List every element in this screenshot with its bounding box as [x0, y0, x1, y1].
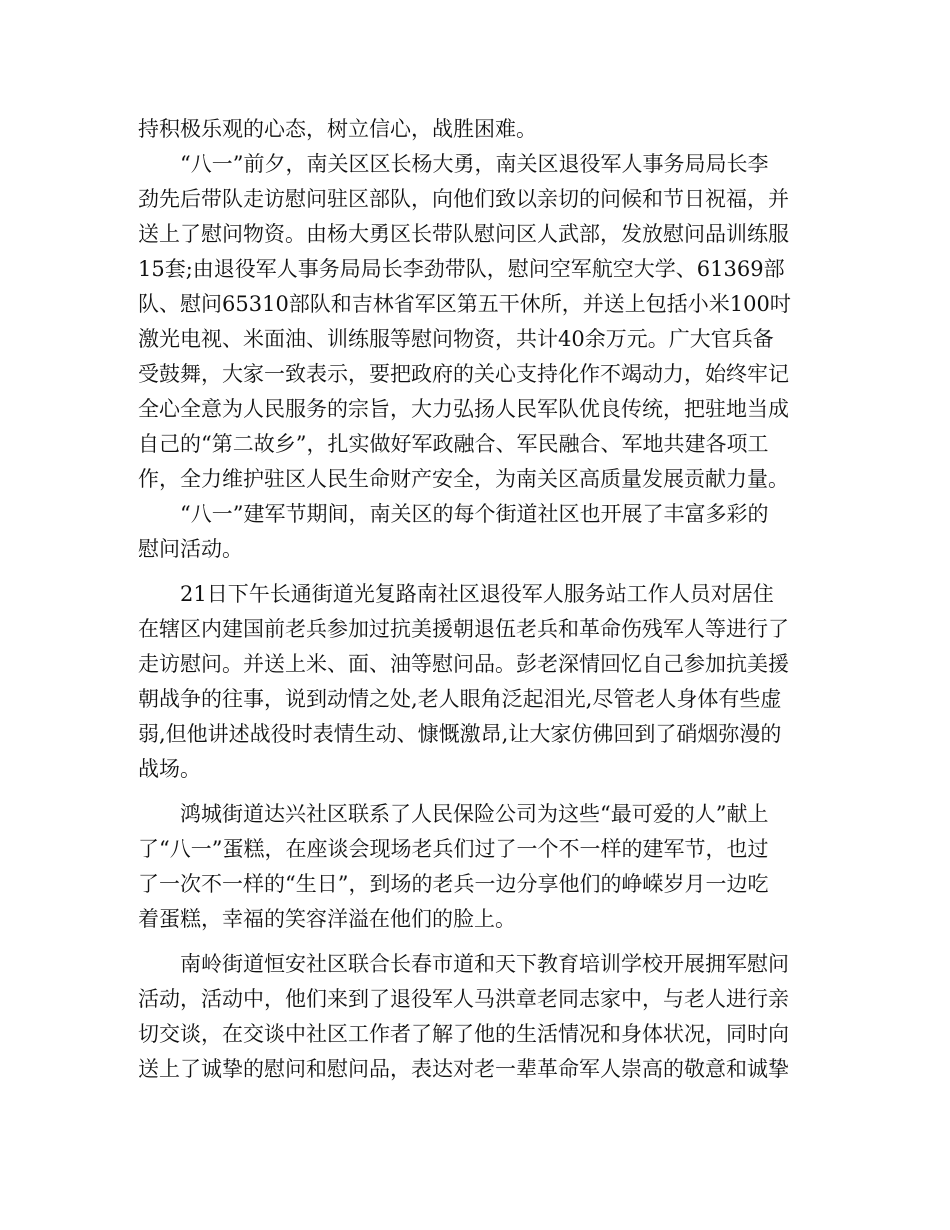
text-line: 弱,但他讲述战役时表情生动、慷慨激昂,让大家仿佛回到了硝烟弥漫的 — [138, 722, 782, 746]
text-line: 了“八一”蛋糕，在座谈会现场老兵们过了一个不一样的建军节，也过 — [138, 837, 769, 861]
text-line: 战场。 — [138, 757, 201, 781]
text-line: 活动，活动中，他们来到了退役军人马洪章老同志家中，与老人进行亲 — [138, 987, 789, 1011]
text-line: 慰问活动。 — [138, 537, 243, 561]
paragraph — [138, 797, 812, 937]
text-line: 鸿城街道达兴社区联系了人民保险公司为这些“最可爱的人”献上 — [180, 802, 769, 826]
text-line: “八一”建军节期间，南关区的每个街道社区也开展了丰富多彩的 — [180, 502, 769, 526]
paragraph — [138, 577, 812, 787]
text-line: 南岭街道恒安社区联合长春市道和天下教育培训学校开展拥军慰问 — [180, 952, 789, 976]
text-line: 全心全意为人民服务的宗旨，大力弘扬人民军队优良传统，把驻地当成 — [138, 397, 789, 421]
text-line: 了一次不一样的“生日”，到场的老兵一边分享他们的峥嵘岁月一边吃 — [138, 872, 769, 896]
text-line: 持积极乐观的心态，树立信心，战胜困难。 — [138, 117, 537, 141]
text-line: 21日下午长通街道光复路南社区退役军人服务站工作人员对居住 — [180, 582, 774, 606]
paragraph — [138, 497, 812, 567]
text-line: 受鼓舞，大家一致表示，要把政府的关心支持化作不竭动力，始终牢记 — [138, 362, 789, 386]
paragraph — [138, 147, 812, 497]
text-line: 朝战争的往事，说到动情之处,老人眼角泛起泪光,尽管老人身体有些虚 — [138, 687, 782, 711]
text-line: 激光电视、米面油、训练服等慰问物资，共计40余万元。广大官兵备 — [138, 327, 774, 351]
text-line: 在辖区内建国前老兵参加过抗美援朝退伍老兵和革命伤残军人等进行了 — [138, 617, 789, 641]
text-line: 作，全力维护驻区人民生命财产安全，为南关区高质量发展贡献力量。 — [138, 467, 789, 491]
text-line: 队、慰问65310部队和吉林省军区第五干休所，并送上包括小米100吋 — [138, 292, 791, 316]
text-line: 走访慰问。并送上米、面、油等慰问品。彭老深情回忆自己参加抗美援 — [138, 652, 789, 676]
paragraph — [138, 947, 812, 1087]
document-body — [138, 112, 812, 1087]
text-line: 15套;由退役军人事务局局长李劲带队，慰问空军航空大学、61369部 — [138, 257, 785, 281]
text-line: 切交谈，在交谈中社区工作者了解了他的生活情况和身体状况，同时向 — [138, 1022, 789, 1046]
text-line: 送上了诚挚的慰问和慰问品，表达对老一辈革命军人崇高的敬意和诚挚 — [138, 1057, 789, 1081]
text-line: 劲先后带队走访慰问驻区部队，向他们致以亲切的问候和节日祝福，并 — [138, 187, 789, 211]
text-line: “八一”前夕，南关区区长杨大勇，南关区退役军人事务局局长李 — [180, 152, 769, 176]
text-line: 送上了慰问物资。由杨大勇区长带队慰问区人武部，发放慰问品训练服 — [138, 222, 789, 246]
text-line: 自己的“第二故乡”，扎实做好军政融合、军民融合、军地共建各项工 — [138, 432, 769, 456]
text-line: 着蛋糕，幸福的笑容洋溢在他们的脸上。 — [138, 907, 516, 931]
paragraph — [138, 112, 812, 147]
